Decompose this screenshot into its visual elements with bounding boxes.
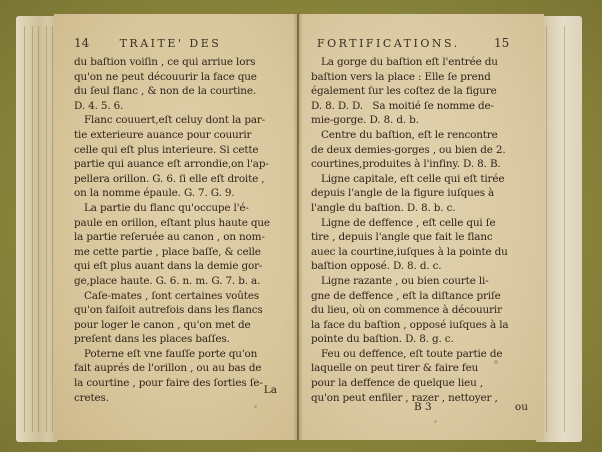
text-line: qu'on peut enfiler , razer , nettoyer , — [311, 391, 498, 404]
left-page-edges — [16, 16, 58, 442]
open-book — [14, 10, 584, 444]
page-number-left: 14 — [74, 36, 90, 50]
foxing-spot — [254, 405, 257, 408]
text-line: qu'on faiſoit autrefois dans les flancs — [74, 304, 263, 317]
text-line: pellera orillon. G. 6. ſi elle eſt droite , — [74, 172, 265, 185]
left-running-head — [74, 36, 221, 50]
text-line: D. 4. 5. 6. — [74, 99, 124, 112]
text-line: Poterne eſt vne fauſſe porte qu'on — [84, 347, 258, 360]
text-line: me cette partie , place baſſe, & celle — [74, 245, 261, 258]
text-line: Ligne razante , ou bien courte li- — [321, 274, 489, 287]
left-page — [54, 14, 298, 440]
right-page-text — [311, 55, 508, 405]
text-line: depuis l'angle de la figure iuſques à — [311, 187, 495, 200]
text-line: baſtion vers la place : Elle ſe prend — [311, 70, 491, 83]
text-line: Centre du baſtion, eſt le rencontre — [321, 128, 498, 141]
text-line: ge,place haute. G. 6. n. m. G. 7. b. a. — [74, 274, 261, 287]
right-running-head — [317, 36, 509, 50]
text-line: la face du baſtion , opposé iuſques à la — [311, 318, 509, 331]
text-line: La partie du flanc qu'occupe l'é- — [84, 201, 249, 214]
text-line: laquelle on peut tirer & faire feu — [311, 362, 479, 375]
right-header-title: FORTIFICATIONS. — [317, 37, 460, 50]
text-line: mie-gorge. D. 8. d. b. — [311, 114, 419, 127]
text-line: Caſe-mates , ſont certaines voûtes — [84, 289, 260, 302]
page-number-right: 15 — [493, 36, 510, 50]
text-line: Ligne de deffence , eſt celle qui ſe — [321, 216, 496, 229]
text-line: celle qui eſt plus interieure. Si cette — [74, 143, 259, 156]
text-line: paule en orillon, eſtant plus haute que — [74, 216, 270, 229]
text-line: la courtine , pour faire des ſorties ſe- — [74, 377, 263, 390]
text-line: courtines,produites à l'infiny. D. 8. B. — [311, 158, 501, 171]
left-catchword: La — [263, 384, 277, 396]
text-line: pointe du baſtion. D. 8. g. c. — [311, 333, 454, 346]
text-line: l'angle du baſtion. D. 8. b. c. — [311, 201, 456, 214]
text-line: tie exterieure auance pour couurir — [74, 128, 252, 141]
text-line: gne de deffence , eſt la diſtance priſe — [311, 289, 501, 302]
signature-mark: B 3 — [414, 401, 432, 413]
text-line: tire , depuis l'angle que fait le flanc — [311, 231, 493, 244]
text-line: auec la courtine,iuſques à la pointe du — [311, 245, 508, 258]
text-line: la partie reſeruée au canon , on nom- — [74, 231, 265, 244]
foxing-spot — [434, 420, 437, 423]
text-line: cretes. — [74, 391, 109, 404]
text-line: partie qui auance eſt arrondie,on l'ap- — [74, 158, 269, 171]
text-line: D. 8. D. D. Sa moitié ſe nomme de- — [311, 99, 494, 112]
right-page — [299, 14, 544, 440]
left-page-text — [74, 55, 270, 405]
text-line: du baſtion voiſin , ce qui arriue lors — [74, 56, 256, 68]
right-catchword: ou — [514, 401, 528, 413]
text-line: fait auprés de l'orillon , ou au bas de — [74, 362, 262, 375]
text-line: pour loger le canon , qu'on met de — [74, 318, 251, 331]
text-line: qui eſt plus auant dans la demie gor- — [74, 260, 263, 273]
foxing-spot — [494, 360, 498, 364]
text-line: baſtion opposé. D. 8. d. c. — [311, 260, 442, 273]
text-line: Feu ou deffence, eſt toute partie de — [321, 347, 503, 360]
text-line: Ligne capitale, eſt celle qui eſt tirée — [321, 172, 505, 185]
book-gutter — [293, 14, 303, 440]
text-line: pour la deffence de quelque lieu , — [311, 377, 484, 390]
text-line: du lieu, où on commence à découurir — [311, 304, 502, 317]
text-line: La gorge du baſtion eſt l'entrée du — [321, 56, 498, 68]
text-line: également ſur les coſtez de la figure — [311, 85, 497, 98]
text-line: preſent dans les places baſſes. — [74, 333, 230, 346]
text-line: du ſeul flanc , & non de la courtine. — [74, 85, 256, 98]
text-line: Flanc couuert,eſt celuy dont la par- — [84, 114, 266, 127]
text-line: de deux demies-gorges , ou bien de 2. — [311, 143, 506, 156]
text-line: on la nomme épaule. G. 7. G. 9. — [74, 187, 235, 200]
left-header-title: TRAITE' DES — [119, 37, 222, 50]
text-line: qu'on ne peut découurir la face que — [74, 70, 257, 83]
